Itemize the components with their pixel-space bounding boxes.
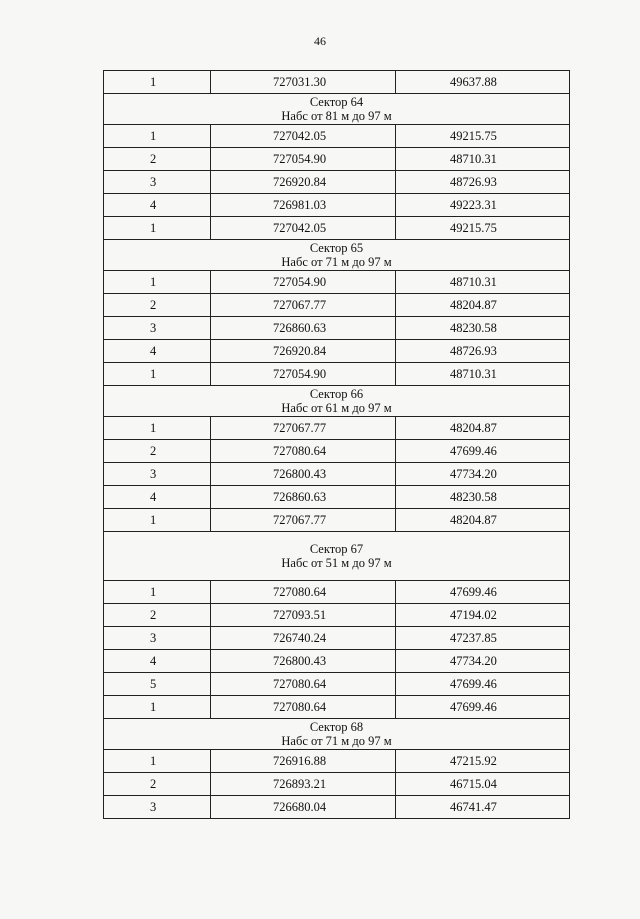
- table-row: [104, 486, 570, 509]
- point-number-cell: 1: [104, 417, 211, 440]
- sector-header-cell: [104, 719, 570, 750]
- x-coordinate-cell: 726860.63: [211, 317, 396, 340]
- table-row: [104, 340, 570, 363]
- sector-height-range: Набс от 51 м до 97 м: [281, 556, 392, 570]
- point-number-cell: 3: [104, 171, 211, 194]
- y-coordinate-cell: 48710.31: [396, 363, 570, 386]
- table-row: [104, 463, 570, 486]
- y-coordinate-cell: 48710.31: [396, 148, 570, 171]
- x-coordinate-cell: 726920.84: [211, 340, 396, 363]
- table-row: [104, 673, 570, 696]
- point-number-cell: 1: [104, 581, 211, 604]
- point-number-cell: 1: [104, 71, 211, 94]
- y-coordinate-cell: 47237.85: [396, 627, 570, 650]
- table-row: [104, 194, 570, 217]
- sector-header-cell: [104, 240, 570, 271]
- table-row: [104, 71, 570, 94]
- y-coordinate-cell: 49215.75: [396, 217, 570, 240]
- sector-header-row: [104, 94, 570, 125]
- point-number-cell: 1: [104, 363, 211, 386]
- table-row: [104, 696, 570, 719]
- y-coordinate-cell: 46741.47: [396, 796, 570, 819]
- sector-header-row: [104, 240, 570, 271]
- y-coordinate-cell: 47699.46: [396, 673, 570, 696]
- point-number-cell: 4: [104, 194, 211, 217]
- x-coordinate-cell: 727054.90: [211, 148, 396, 171]
- table-row: [104, 417, 570, 440]
- sector-header-cell: [104, 386, 570, 417]
- table-row: [104, 440, 570, 463]
- point-number-cell: 1: [104, 509, 211, 532]
- table-row: [104, 796, 570, 819]
- sector-height-range: Набс от 71 м до 97 м: [281, 255, 392, 269]
- y-coordinate-cell: 46715.04: [396, 773, 570, 796]
- point-number-cell: 4: [104, 650, 211, 673]
- x-coordinate-cell: 727042.05: [211, 217, 396, 240]
- y-coordinate-cell: 47699.46: [396, 581, 570, 604]
- table-row: [104, 363, 570, 386]
- point-number-cell: 2: [104, 773, 211, 796]
- x-coordinate-cell: 727031.30: [211, 71, 396, 94]
- y-coordinate-cell: 48710.31: [396, 271, 570, 294]
- point-number-cell: 1: [104, 271, 211, 294]
- x-coordinate-cell: 727080.64: [211, 581, 396, 604]
- table-row: [104, 627, 570, 650]
- x-coordinate-cell: 726740.24: [211, 627, 396, 650]
- point-number-cell: 1: [104, 125, 211, 148]
- x-coordinate-cell: 727042.05: [211, 125, 396, 148]
- y-coordinate-cell: 47734.20: [396, 650, 570, 673]
- y-coordinate-cell: 47734.20: [396, 463, 570, 486]
- table-row: [104, 773, 570, 796]
- table-row: [104, 604, 570, 627]
- sector-title: Сектор 64: [309, 95, 364, 109]
- point-number-cell: 2: [104, 440, 211, 463]
- x-coordinate-cell: 727054.90: [211, 363, 396, 386]
- point-number-cell: 2: [104, 294, 211, 317]
- y-coordinate-cell: 49223.31: [396, 194, 570, 217]
- sector-title: Сектор 65: [309, 241, 364, 255]
- sector-title: Сектор 67: [309, 542, 364, 556]
- point-number-cell: 5: [104, 673, 211, 696]
- table-row: [104, 317, 570, 340]
- y-coordinate-cell: 47699.46: [396, 696, 570, 719]
- sector-height-range: Набс от 71 м до 97 м: [281, 734, 392, 748]
- table-row: [104, 509, 570, 532]
- sector-title: Сектор 66: [309, 387, 364, 401]
- table-row: [104, 148, 570, 171]
- x-coordinate-cell: 727080.64: [211, 440, 396, 463]
- sector-height-range: Набс от 61 м до 97 м: [281, 401, 392, 415]
- point-number-cell: 3: [104, 317, 211, 340]
- table-row: [104, 271, 570, 294]
- point-number-cell: 1: [104, 750, 211, 773]
- y-coordinate-cell: 48230.58: [396, 486, 570, 509]
- x-coordinate-cell: 727067.77: [211, 417, 396, 440]
- sector-height-range: Набс от 81 м до 97 м: [281, 109, 392, 123]
- sector-header-row: [104, 386, 570, 417]
- table-row: [104, 171, 570, 194]
- y-coordinate-cell: 48230.58: [396, 317, 570, 340]
- x-coordinate-cell: 726893.21: [211, 773, 396, 796]
- point-number-cell: 4: [104, 340, 211, 363]
- x-coordinate-cell: 727054.90: [211, 271, 396, 294]
- sector-header-row: [104, 532, 570, 581]
- point-number-cell: 3: [104, 463, 211, 486]
- sector-header-cell: [104, 94, 570, 125]
- table-row: [104, 650, 570, 673]
- table-row: [104, 125, 570, 148]
- x-coordinate-cell: 726800.43: [211, 650, 396, 673]
- point-number-cell: 1: [104, 696, 211, 719]
- table-row: [104, 294, 570, 317]
- x-coordinate-cell: 726920.84: [211, 171, 396, 194]
- y-coordinate-cell: 48204.87: [396, 509, 570, 532]
- x-coordinate-cell: 726860.63: [211, 486, 396, 509]
- x-coordinate-cell: 727080.64: [211, 696, 396, 719]
- table-row: [104, 581, 570, 604]
- y-coordinate-cell: 47699.46: [396, 440, 570, 463]
- x-coordinate-cell: 727093.51: [211, 604, 396, 627]
- y-coordinate-cell: 48204.87: [396, 417, 570, 440]
- y-coordinate-cell: 48726.93: [396, 340, 570, 363]
- x-coordinate-cell: 727067.77: [211, 509, 396, 532]
- table-row: [104, 750, 570, 773]
- sector-header-cell: [104, 532, 570, 581]
- point-number-cell: 4: [104, 486, 211, 509]
- coordinates-table: [103, 70, 570, 819]
- y-coordinate-cell: 47194.02: [396, 604, 570, 627]
- y-coordinate-cell: 49215.75: [396, 125, 570, 148]
- y-coordinate-cell: 49637.88: [396, 71, 570, 94]
- point-number-cell: 2: [104, 604, 211, 627]
- point-number-cell: 2: [104, 148, 211, 171]
- page-number: 46: [314, 34, 326, 48]
- point-number-cell: 3: [104, 627, 211, 650]
- point-number-cell: 3: [104, 796, 211, 819]
- point-number-cell: 1: [104, 217, 211, 240]
- y-coordinate-cell: 48726.93: [396, 171, 570, 194]
- x-coordinate-cell: 726916.88: [211, 750, 396, 773]
- x-coordinate-cell: 727080.64: [211, 673, 396, 696]
- x-coordinate-cell: 726981.03: [211, 194, 396, 217]
- y-coordinate-cell: 48204.87: [396, 294, 570, 317]
- x-coordinate-cell: 727067.77: [211, 294, 396, 317]
- x-coordinate-cell: 726680.04: [211, 796, 396, 819]
- sector-header-row: [104, 719, 570, 750]
- x-coordinate-cell: 726800.43: [211, 463, 396, 486]
- y-coordinate-cell: 47215.92: [396, 750, 570, 773]
- table-row: [104, 217, 570, 240]
- sector-title: Сектор 68: [309, 720, 364, 734]
